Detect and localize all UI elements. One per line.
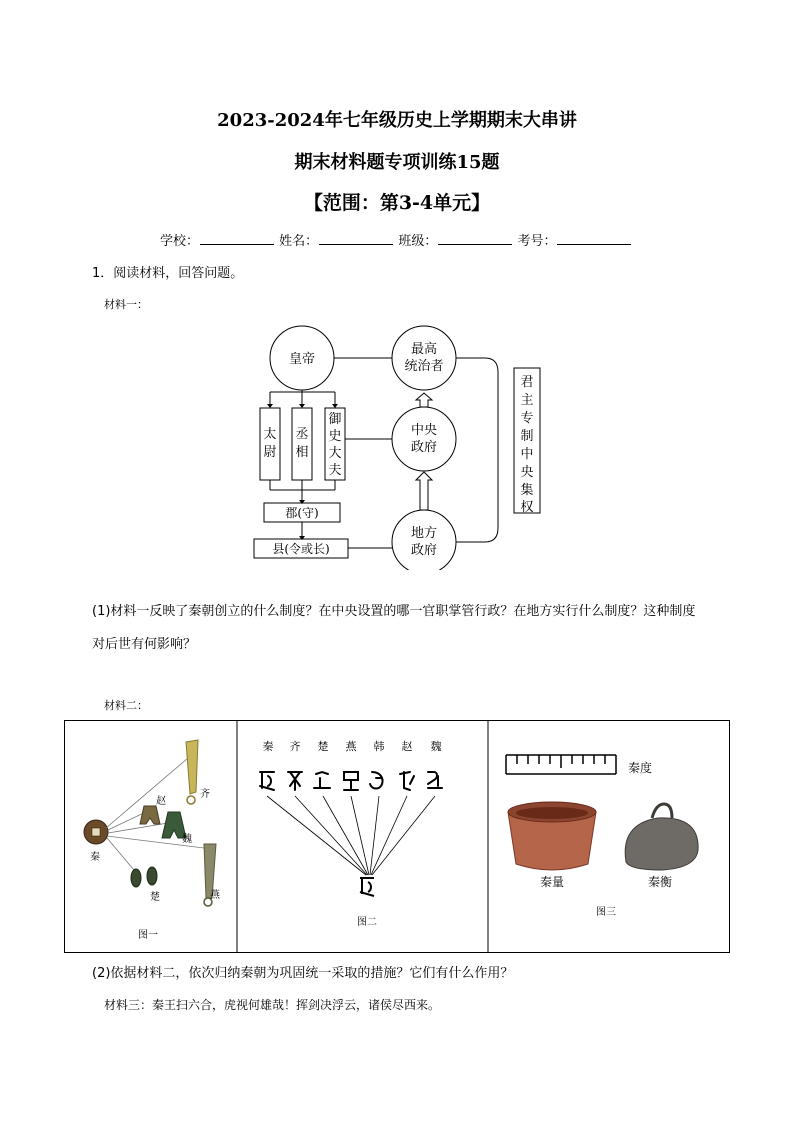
central-gov-node	[392, 407, 456, 471]
name-label: 姓名：	[279, 234, 319, 249]
class-label: 班级：	[398, 234, 438, 249]
fig2-state-5: 韩	[373, 740, 385, 753]
material1-label: 材料一：	[104, 298, 148, 311]
fig3-caption: 图三	[596, 907, 616, 918]
autocracy-text-6: 央	[520, 465, 534, 480]
class-blank[interactable]	[438, 232, 512, 245]
autocracy-text-2: 主	[520, 393, 534, 408]
yushi-text-2: 史	[328, 429, 342, 444]
fig1-label-yan: 燕	[210, 890, 220, 901]
material2-label: 材料二：	[104, 699, 148, 712]
fig2-state-1: 秦	[262, 740, 274, 753]
autocracy-text-3: 专	[520, 411, 534, 426]
autocracy-text-8: 权	[520, 500, 534, 515]
zhao-spade-coin-icon	[140, 806, 160, 824]
student-info-line	[160, 230, 680, 249]
qin-measure-vessel-icon	[508, 802, 596, 870]
supreme-text-2: 统治者	[404, 359, 444, 374]
emperor-text: 皇帝	[288, 352, 316, 367]
taiwei-text-2: 尉	[263, 445, 277, 460]
fig2-caption: 图二	[357, 917, 377, 928]
taiwei-box	[260, 408, 280, 480]
fig2-state-7: 魏	[430, 740, 442, 753]
doc-title-line2: 期末材料题专项训练15题	[294, 152, 500, 173]
yushi-text-4: 夫	[328, 463, 342, 478]
chengxiang-box	[292, 408, 312, 480]
central-text-1: 中央	[410, 423, 438, 438]
autocracy-text-1: 君	[520, 375, 534, 390]
fig1-label-chu: 楚	[150, 892, 160, 903]
local-text-2: 政府	[410, 543, 438, 558]
number-label: 考号：	[517, 234, 557, 249]
fig1-coins	[84, 740, 216, 906]
subquestion-1-line1: (1)材料一反映了秦朝创立的什么制度？在中央设置的哪一官职掌管行政？在地方实行什么制度？这种制度	[92, 604, 696, 619]
fig1-caption: 图一	[138, 930, 158, 941]
school-blank[interactable]	[200, 232, 274, 245]
subquestion-1-line2: 对后世有何影响？	[92, 637, 197, 652]
fig2-state-6: 赵	[401, 740, 413, 753]
fig3-label-heng: 秦衡	[648, 875, 673, 889]
fig1-label-zhao: 赵	[156, 796, 166, 807]
fig2-scripts	[260, 739, 442, 928]
yushi-text-1: 御	[328, 412, 342, 427]
yushi-text-3: 大	[328, 446, 342, 461]
xian-text: 县(令或长)	[272, 542, 330, 556]
qin-weight-icon	[625, 804, 698, 870]
unified-script-glyph	[360, 878, 374, 896]
autocracy-text-5: 中	[520, 447, 534, 462]
fig1-label-qin: 秦	[90, 852, 100, 863]
chengxiang-text-2: 相	[295, 445, 309, 460]
fig1-label-wei: 魏	[182, 834, 192, 845]
school-label: 学校：	[160, 234, 200, 249]
question-stem: 1．阅读材料，回答问题。	[92, 266, 244, 281]
fig1-label-qi: 齐	[200, 789, 210, 800]
chengxiang-text-1: 丞	[295, 427, 309, 442]
material2-figures	[64, 720, 731, 955]
material3-text: 材料三：秦王扫六合，虎视何雄哉！挥剑决浮云，诸侯尽西来。	[104, 998, 441, 1012]
political-system-diagram	[240, 320, 560, 570]
subquestion-2: (2)依据材料二，依次归纳秦朝为巩固统一采取的措施？它们有什么作用？	[92, 966, 514, 981]
qin-ruler-icon	[506, 755, 616, 774]
fig2-state-3: 楚	[317, 740, 329, 753]
taiwei-text-1: 太	[263, 427, 277, 442]
supreme-text-1: 最高	[410, 342, 438, 357]
fig3-label-liang: 秦量	[540, 875, 565, 889]
fig3-measures	[506, 755, 698, 918]
central-text-2: 政府	[410, 440, 438, 455]
name-blank[interactable]	[319, 232, 393, 245]
fig2-state-2: 齐	[289, 740, 301, 753]
qi-knife-coin-icon	[186, 740, 198, 794]
fig3-label-du: 秦度	[628, 761, 653, 775]
number-blank[interactable]	[557, 232, 631, 245]
supreme-ruler-node	[392, 326, 456, 390]
chu-coin-icon-2	[147, 867, 157, 885]
chu-coin-icon-1	[131, 869, 141, 887]
autocracy-text-7: 集	[520, 483, 534, 498]
jun-text: 郡(守)	[285, 506, 319, 520]
doc-title-line1: 2023-2024年七年级历史上学期期末大串讲	[217, 110, 577, 131]
fig2-state-4: 燕	[345, 740, 357, 753]
autocracy-text-4: 制	[520, 429, 534, 444]
local-text-1: 地方	[410, 526, 438, 541]
doc-title-range: 【范围：第3-4单元】	[303, 192, 491, 214]
